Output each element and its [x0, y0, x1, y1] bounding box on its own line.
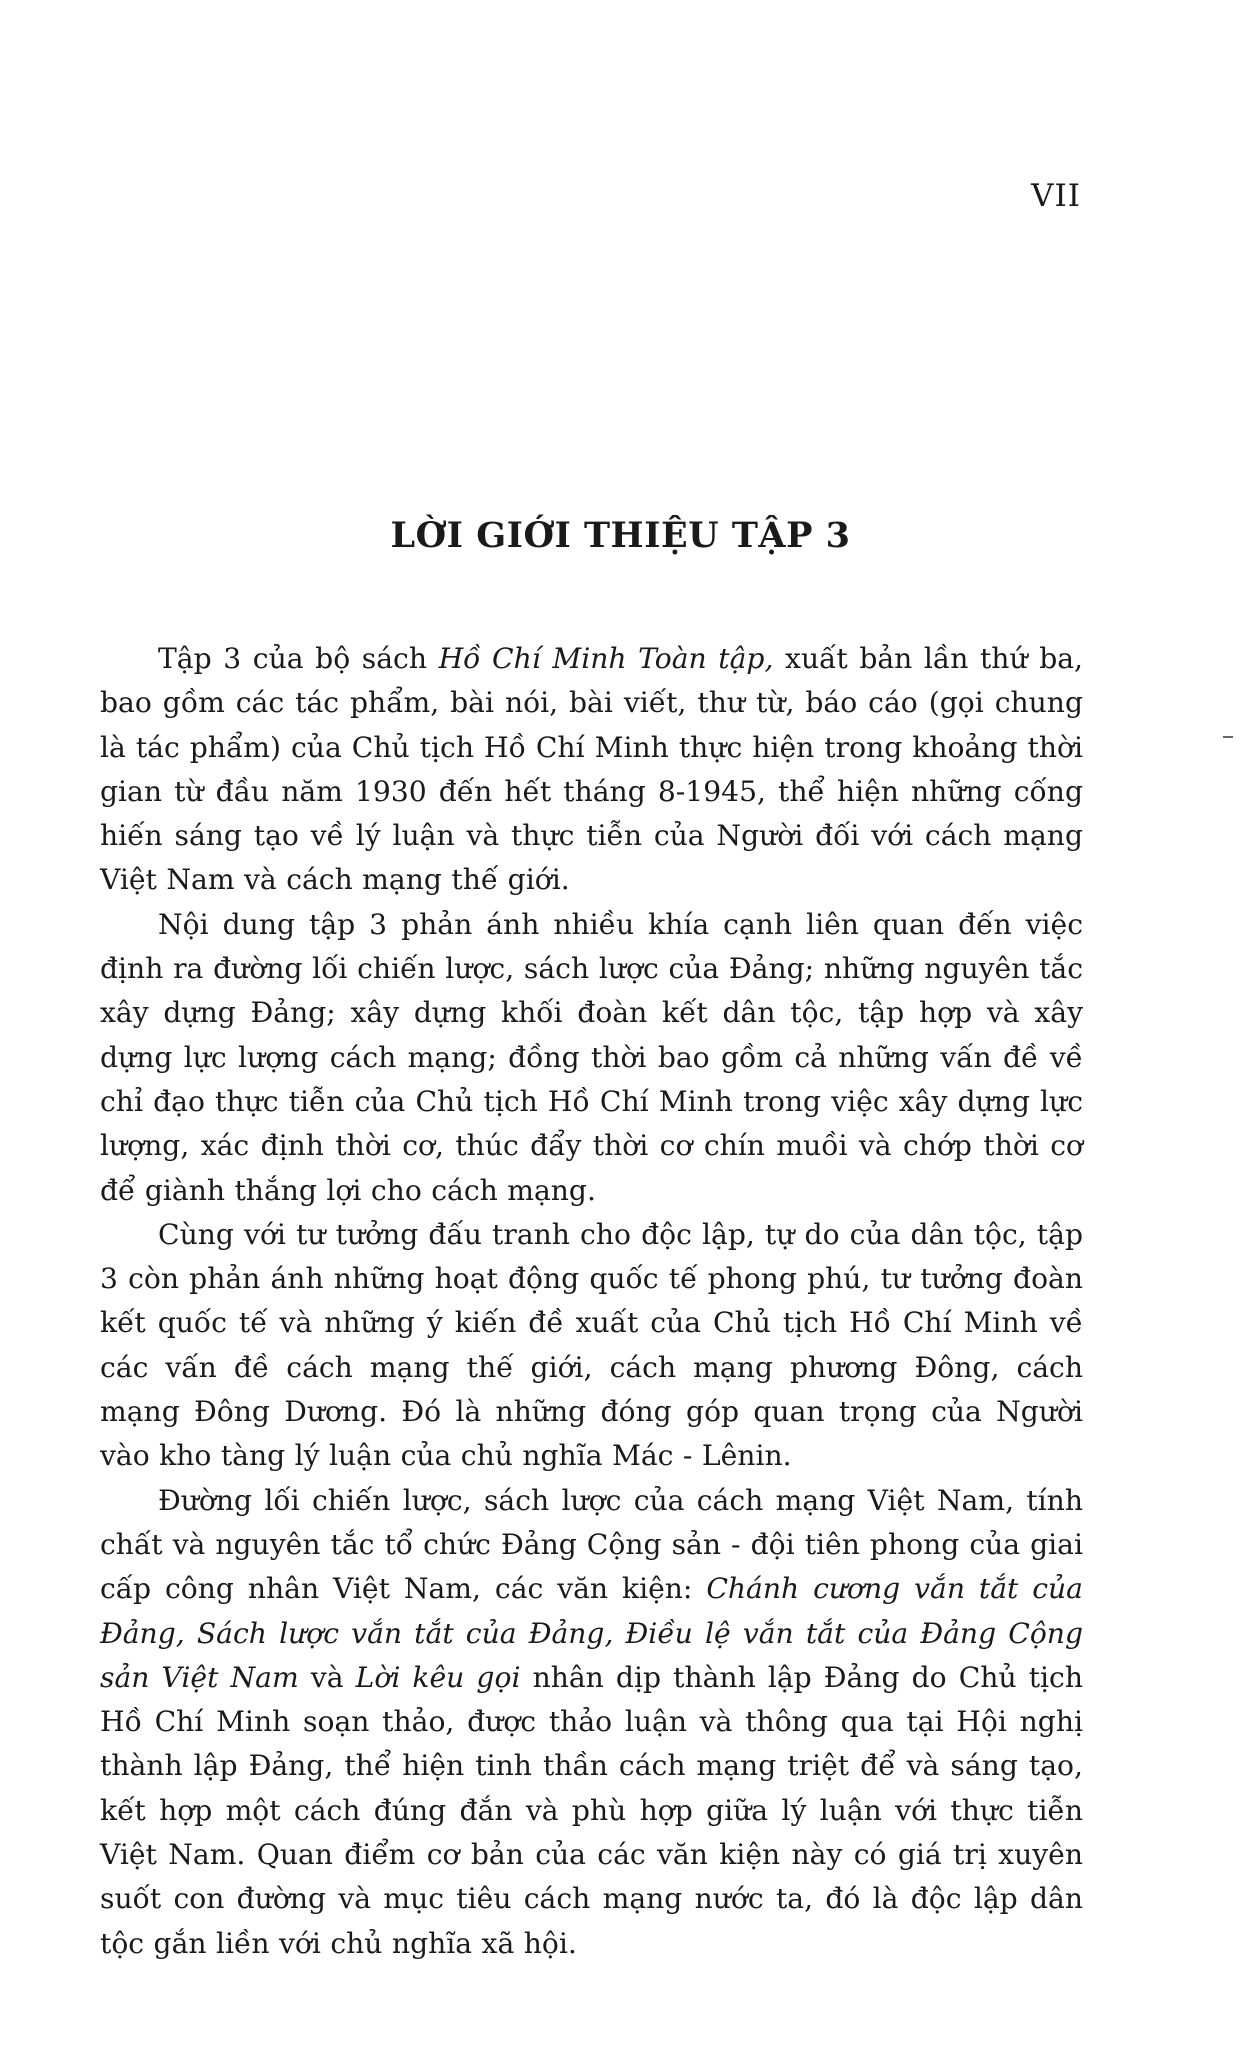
- edge-mark: [1223, 736, 1233, 738]
- text-run: Nội dung tập 3 phản ánh nhiều khía cạnh liên quan đến việc định ra đường lối chiến lược, sách lược của Đảng; những nguyên tắc xây dựng Đảng; xây dựng khối đoàn kết dân tộc, tập hợp và xây dựng lực lượng cách mạng; đồng thời bao gồm cả những vấn đề về chỉ đạo thực tiễn của Chủ tịch Hồ Chí Minh trong việc xây dựng lực lượng, xác định thời cơ, thúc đẩy thời cơ chín muồi và chớp thời cơ để giành thắng lợi cho cách mạng.: [100, 907, 1083, 1207]
- text-run: nhân dịp thành lập Đảng do Chủ tịch Hồ Chí Minh soạn thảo, được thảo luận và thông qua tại Hội nghị thành lập Đảng, thể hiện tinh thần cách mạng triệt để và sáng tạo, kết hợp một cách đúng đắn và phù hợp giữa lý luận với thực tiễn Việt Nam. Quan điểm cơ bản của các văn kiện này có giá trị xuyên suốt con đường và mục tiêu cách mạng nước ta, đó là độc lập dân tộc gắn liền với chủ nghĩa xã hội.: [100, 1660, 1083, 1960]
- text-run: Tập 3 của bộ sách: [158, 642, 439, 675]
- paragraph-4: [100, 1479, 1083, 1966]
- paragraph-3: [100, 1213, 1083, 1479]
- paragraph-1: [100, 637, 1083, 903]
- body-text: [100, 637, 1083, 1966]
- text-run: Cùng với tư tưởng đấu tranh cho độc lập, tự do của dân tộc, tập 3 còn phản ánh những hoạt động quốc tế phong phú, tư tưởng đoàn kết quốc tế và những ý kiến đề xuất của Chủ tịch Hồ Chí Minh về các vấn đề cách mạng thế giới, cách mạng phương Đông, cách mạng Đông Dương. Đó là những đóng góp quan trọng của Người vào kho tàng lý luận của chủ nghĩa Mác - Lênin.: [100, 1217, 1083, 1473]
- text-run: và: [298, 1660, 356, 1694]
- text-run: xuất bản lần thứ ba, bao gồm các tác phẩm, bài nói, bài viết, thư từ, báo cáo (gọi chung là tác phẩm) của Chủ tịch Hồ Chí Minh thực hiện trong khoảng thời gian từ đầu năm 1930 đến hết tháng 8-1945, thể hiện những cống hiến sáng tạo về lý luận và thực tiễn của Người đối với cách mạng Việt Nam và cách mạng thế giới.: [100, 642, 1084, 897]
- page-title: LỜI GIỚI THIỆU TẬP 3: [390, 515, 851, 556]
- text-run-italic: Hồ Chí Minh Toàn tập,: [438, 642, 774, 675]
- paragraph-2: [100, 903, 1083, 1213]
- text-run-italic: Chánh cương vắn tắt của Đảng, Sách lược vắn tắt của Đảng, Điều lệ vắn tắt của Đảng Cộng sản Việt Nam: [100, 1572, 1083, 1694]
- text-run: Đường lối chiến lược, sách lược của cách mạng Việt Nam, tính chất và nguyên tắc tổ chức Đảng Cộng sản - đội tiên phong của giai cấp công nhân Việt Nam, các văn kiện:: [100, 1483, 1083, 1606]
- text-run-italic: Lời kêu gọi: [355, 1660, 521, 1694]
- page-number: VII: [1031, 178, 1081, 214]
